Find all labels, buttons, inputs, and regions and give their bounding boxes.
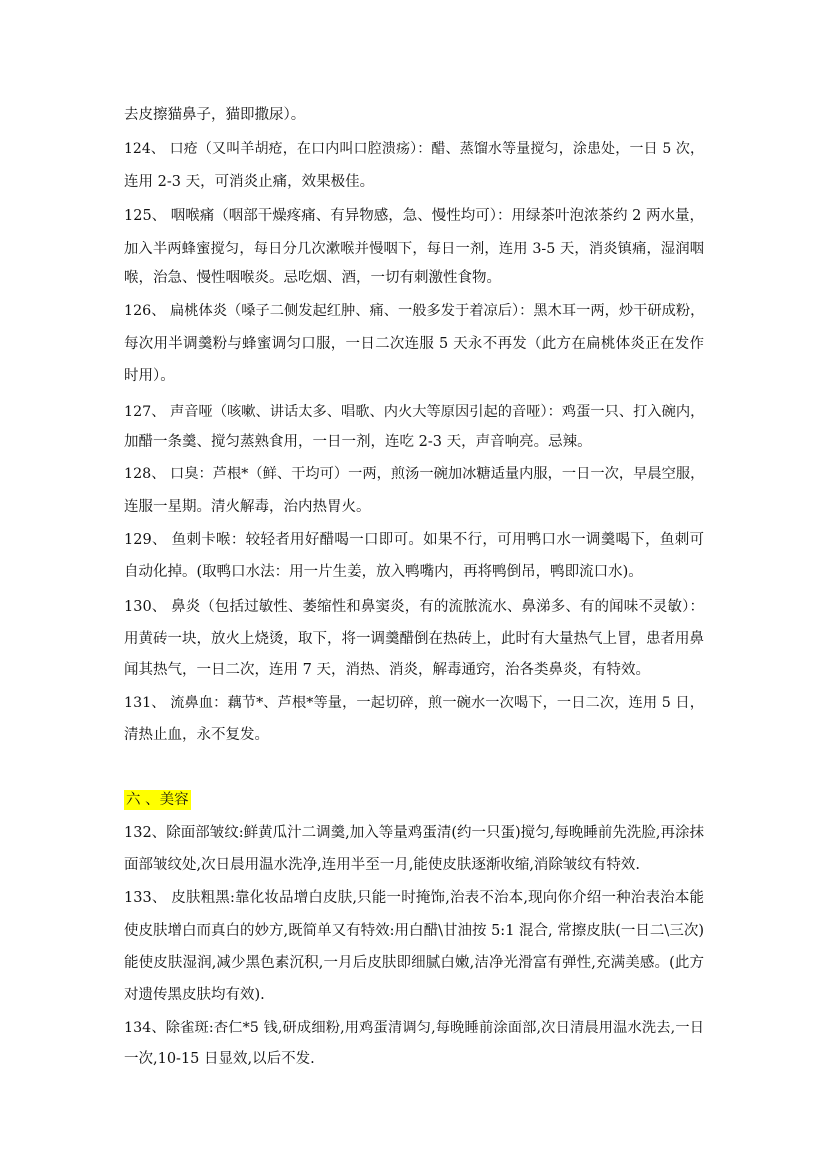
paragraph-line: 一次,10-15 日显效,以后不发. bbox=[124, 1051, 315, 1067]
paragraph-line: 连用 2-3 天，可消炎止痛，效果极佳。 bbox=[124, 174, 375, 190]
paragraph-line: 连服一星期。清火解毒，治内热胃火。 bbox=[124, 499, 371, 515]
paragraph-line: 126、 扁桃体炎（嗓子二侧发起红肿、痛、一般多发于着凉后）：黑木耳一两，炒干研成粉， bbox=[124, 303, 705, 319]
paragraph-line: 132、除面部皱纹:鲜黄瓜汁二调羹,加入等量鸡蛋清(约一只蛋)搅匀,每晚睡前先洗脸,再涂抹 bbox=[124, 825, 704, 841]
paragraph-line: 每次用半调羹粉与蜂蜜调匀口服，一日二次连服 5 天永不再发（此方在扁桃体炎正在发作 bbox=[124, 336, 704, 352]
paragraph-line: 加入半两蜂蜜搅匀，每日分几次漱喉并慢咽下，每日一剂，连用 3-5 天，消炎镇痛，湿润咽 bbox=[124, 241, 704, 257]
paragraph-line: 用黄砖一块，放火上烧烫，取下，将一调羹醋倒在热砖上，此时有大量热气上冒，患者用鼻 bbox=[124, 631, 704, 647]
paragraph-line: 清热止血，永不复发。 bbox=[124, 727, 269, 743]
paragraph-line: 对遗传黑皮肤均有效). bbox=[124, 987, 265, 1003]
paragraph-line: 能使皮肤湿润,减少黑色素沉积,一月后皮肤即细腻白嫩,洁净光滑富有弹性,充满美感。(此方 bbox=[124, 955, 704, 971]
paragraph-line: 时用）。 bbox=[124, 368, 175, 384]
section-heading: 六 、美容 bbox=[126, 792, 189, 808]
paragraph-line: 加醋一条羹、搅匀蒸熟食用，一日一剂，连吃 2-3 天，声音响亮。忌辣。 bbox=[124, 434, 592, 450]
paragraph-line: 使皮肤增白而真白的妙方,既简单又有特效:用白醋\甘油按 5:1 混合, 常擦皮肤(一日二\三次) bbox=[124, 923, 704, 939]
paragraph-line: 面部皱纹处,次日晨用温水洗净,连用半至一月,能使皮肤逐渐收缩,消除皱纹有特效. bbox=[124, 857, 641, 873]
paragraph-line: 124、 口疮（又叫羊胡疮，在口内叫口腔溃疡）：醋、蒸馏水等量搅匀，涂患处，一日 5 次， bbox=[124, 141, 704, 157]
paragraph-line: 133、 皮肤粗黑:靠化妆品增白皮肤,只能一时掩饰,治表不治本,现向你介绍一种治表治本能 bbox=[124, 890, 704, 906]
paragraph-line: 134、除雀斑:杏仁*5 钱,研成细粉,用鸡蛋清调匀,每晚睡前涂面部,次日清晨用温水洗去,一日 bbox=[124, 1020, 704, 1036]
paragraph-line: 128、 口臭：芦根*（鲜、干均可）一两，煎汤一碗加冰糖适量内服，一日一次，早晨空服， bbox=[124, 466, 705, 482]
paragraph-line: 130、 鼻炎（包括过敏性、萎缩性和鼻窦炎，有的流脓流水、鼻涕多、有的闻味不灵敏）： bbox=[124, 599, 704, 615]
paragraph-line: 喉，治急、慢性咽喉炎。忌吃烟、酒，一切有刺激性食物。 bbox=[124, 270, 501, 286]
paragraph-line: 125、 咽喉痛（咽部干燥疼痛、有异物感，急、慢性均可）：用绿茶叶泡浓茶约 2 两水量， bbox=[124, 208, 704, 224]
paragraph-line: 127、 声音哑（咳嗽、讲话太多、唱歌、内火大等原因引起的音哑）：鸡蛋一只、打入碗内， bbox=[124, 404, 705, 420]
paragraph-line: 131、 流鼻血：藕节*、芦根*等量，一起切碎，煎一碗水一次喝下，一日二次，连用 5 日， bbox=[124, 695, 704, 711]
paragraph-line: 自动化掉。(取鸭口水法：用一片生姜，放入鸭嘴内，再将鸭倒吊，鸭即流口水)。 bbox=[124, 564, 643, 580]
paragraph-line: 129、 鱼刺卡喉：较轻者用好醋喝一口即可。如果不行，可用鸭口水一调羹喝下，鱼刺可 bbox=[124, 532, 704, 548]
paragraph-line: 去皮擦猫鼻子，猫即撒尿）。 bbox=[124, 107, 306, 123]
paragraph-line: 闻其热气，一日二次，连用 7 天，消热、消炎，解毒通窍，治各类鼻炎，有特效。 bbox=[124, 662, 650, 678]
